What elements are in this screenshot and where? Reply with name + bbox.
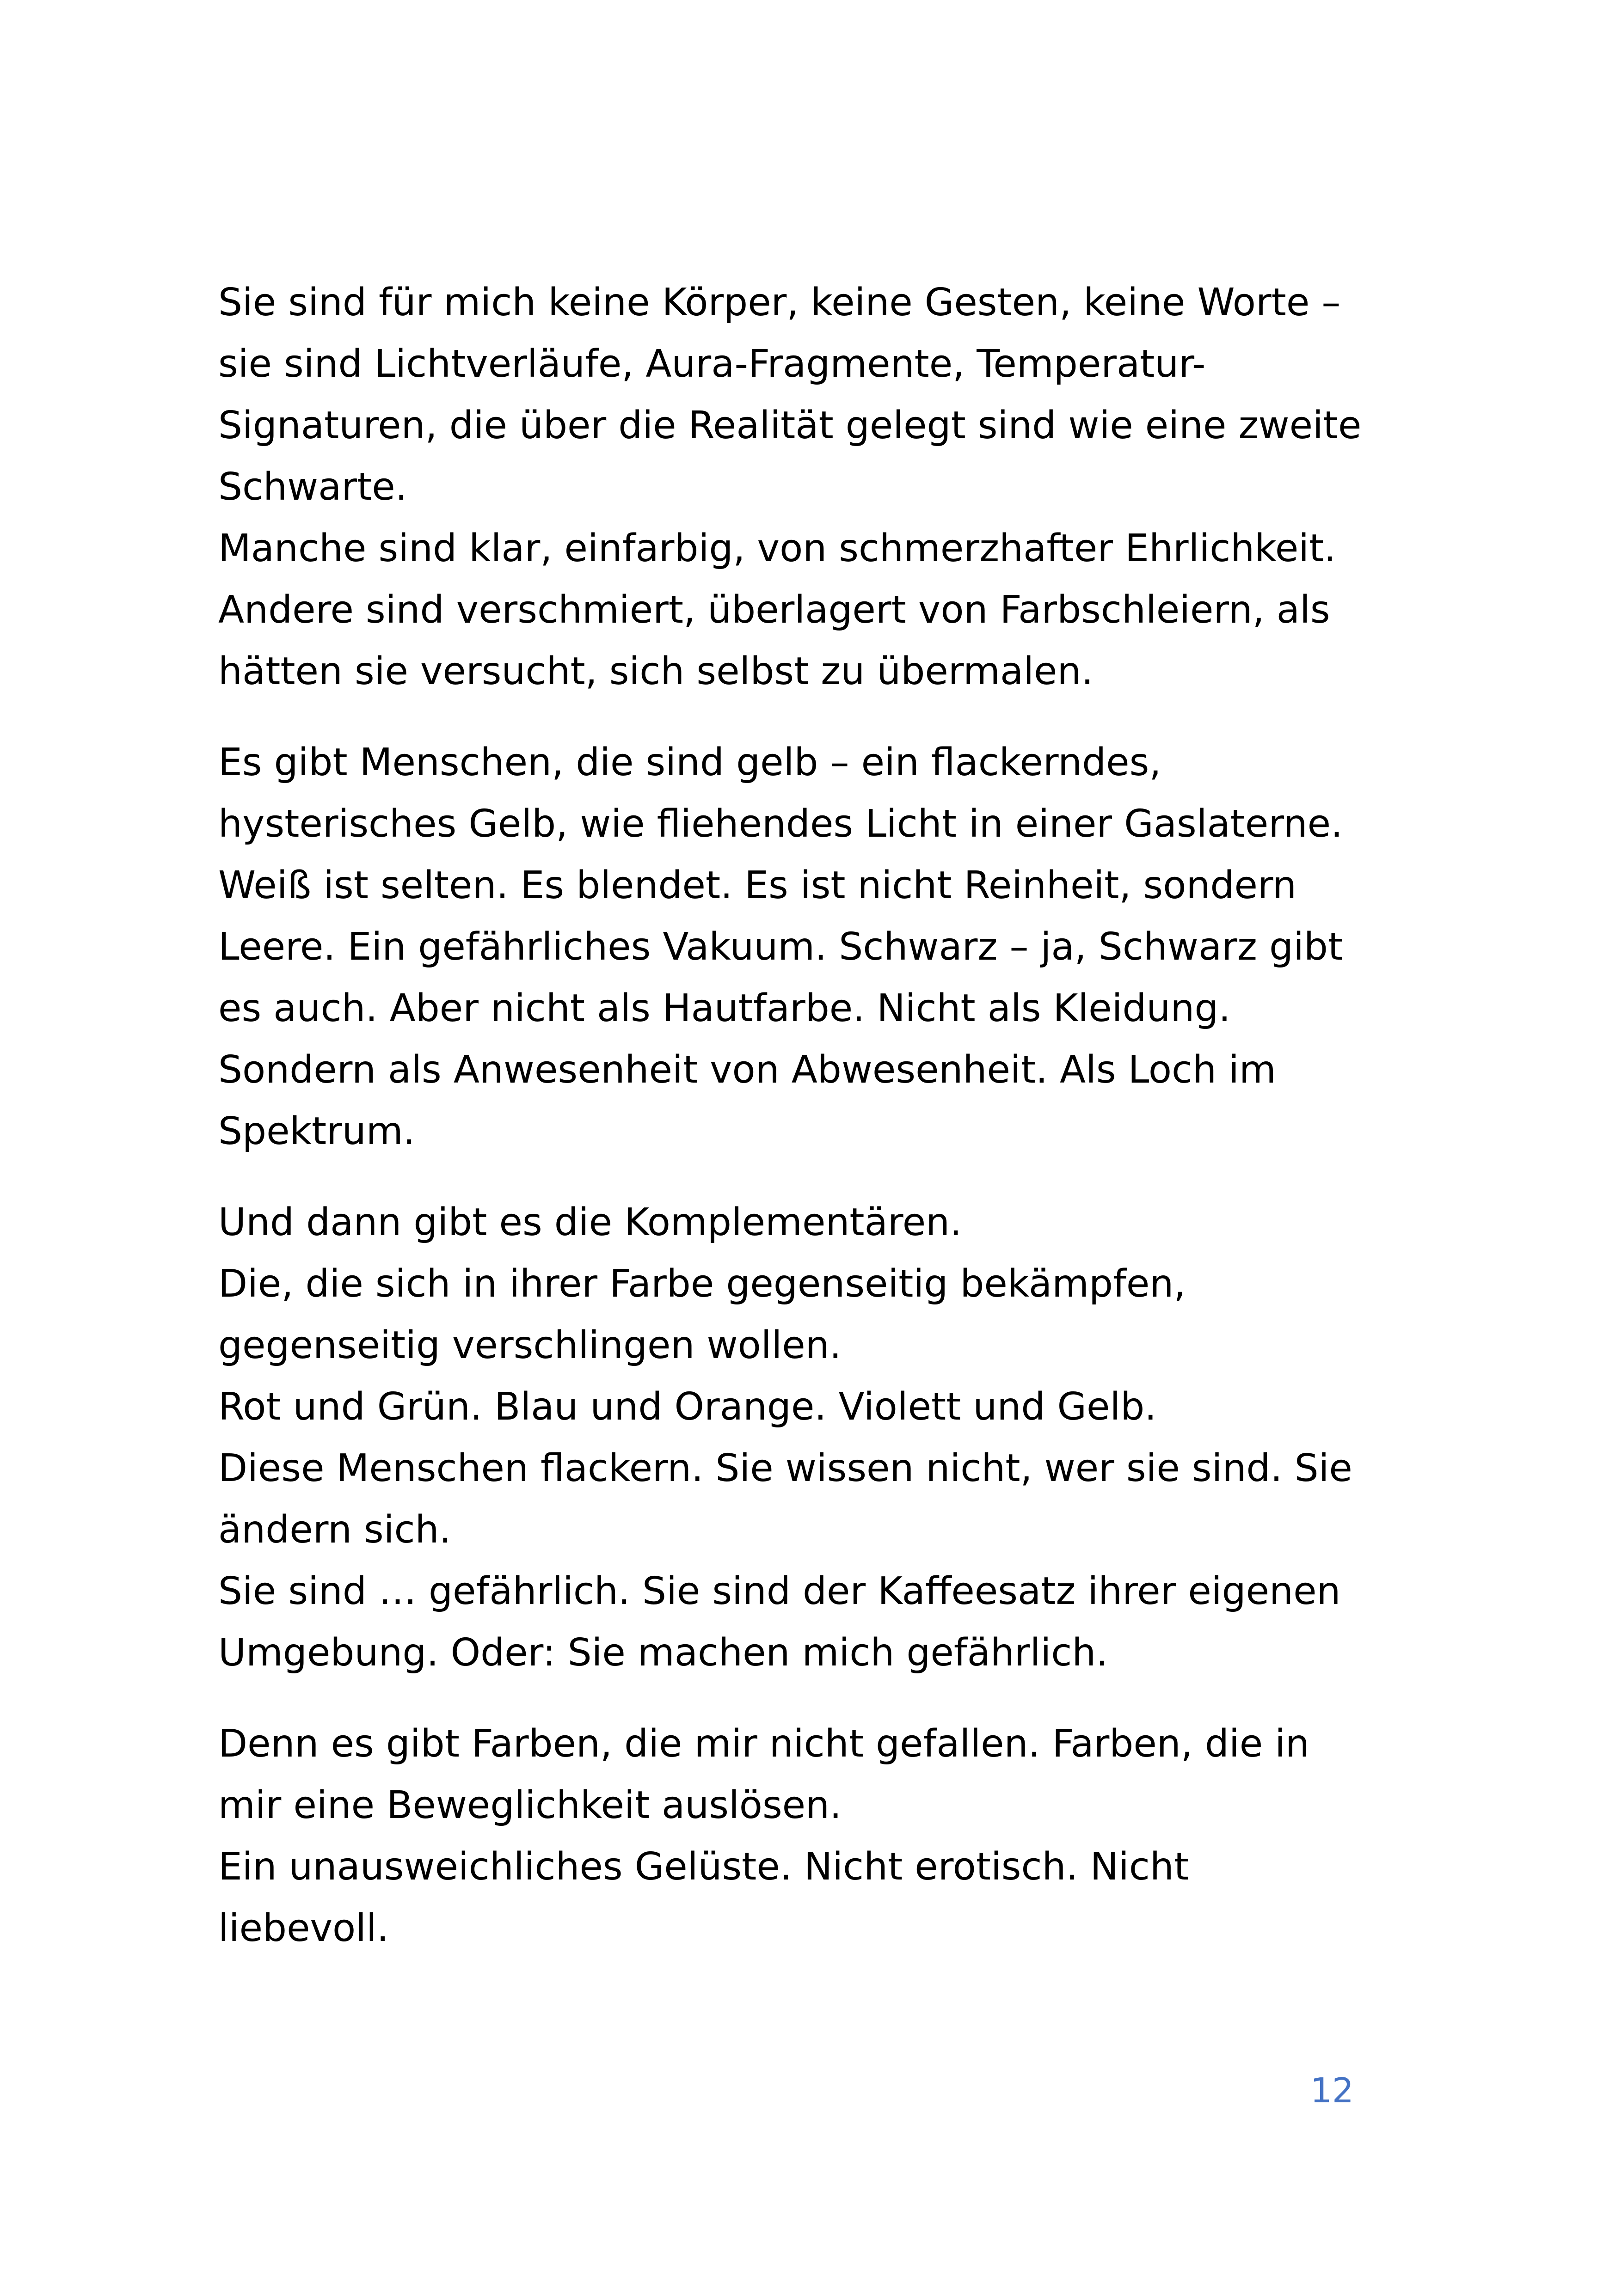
- paragraph-1: [218, 272, 1402, 702]
- text-line: Sondern als Anwesenheit von Abwesenheit. Als Loch im: [218, 1048, 1276, 1092]
- paragraph-2: [218, 732, 1402, 1162]
- text-line: Ein unausweichliches Gelüste. Nicht erotisch. Nicht: [218, 1845, 1189, 1889]
- page-number: 12: [1310, 2071, 1354, 2111]
- body-text: [218, 272, 1402, 1989]
- text-line: Rot und Grün. Blau und Orange. Violett und Gelb.: [218, 1385, 1157, 1429]
- text-line: ändern sich.: [218, 1508, 451, 1552]
- text-line: Umgebung. Oder: Sie machen mich gefährlich.: [218, 1631, 1108, 1675]
- text-line: Es gibt Menschen, die sind gelb – ein flackerndes,: [218, 741, 1161, 784]
- text-line: Spektrum.: [218, 1109, 415, 1153]
- text-line: es auch. Aber nicht als Hautfarbe. Nicht als Kleidung.: [218, 986, 1231, 1030]
- text-line: liebevoll.: [218, 1906, 389, 1950]
- text-line: Die, die sich in ihrer Farbe gegenseitig bekämpfen,: [218, 1262, 1186, 1306]
- text-line: Sie sind … gefährlich. Sie sind der Kaffeesatz ihrer eigenen: [218, 1569, 1341, 1613]
- text-line: Andere sind verschmiert, überlagert von Farbschleiern, als: [218, 588, 1330, 632]
- text-line: Sie sind für mich keine Körper, keine Gesten, keine Worte –: [218, 281, 1341, 325]
- text-line: Diese Menschen flackern. Sie wissen nicht, wer sie sind. Sie: [218, 1446, 1352, 1490]
- text-line: hätten sie versucht, sich selbst zu übermalen.: [218, 649, 1094, 693]
- text-line: Leere. Ein gefährliches Vakuum. Schwarz – ja, Schwarz gibt: [218, 925, 1343, 969]
- text-line: mir eine Beweglichkeit auslösen.: [218, 1783, 842, 1827]
- paragraph-4: [218, 1713, 1402, 1959]
- text-line: hysterisches Gelb, wie fliehendes Licht in einer Gaslaterne.: [218, 802, 1343, 846]
- text-line: Manche sind klar, einfarbig, von schmerzhafter Ehrlichkeit.: [218, 527, 1336, 570]
- text-line: Und dann gibt es die Komplementären.: [218, 1200, 962, 1244]
- text-line: Schwarte.: [218, 465, 407, 509]
- text-line: gegenseitig verschlingen wollen.: [218, 1323, 842, 1367]
- text-line: Weiß ist selten. Es blendet. Es ist nicht Reinheit, sondern: [218, 863, 1297, 907]
- text-line: Denn es gibt Farben, die mir nicht gefallen. Farben, die in: [218, 1722, 1309, 1766]
- text-line: Signaturen, die über die Realität gelegt sind wie eine zweite: [218, 404, 1362, 447]
- paragraph-3: [218, 1192, 1402, 1684]
- text-line: sie sind Lichtverläufe, Aura-Fragmente, Temperatur-: [218, 342, 1206, 386]
